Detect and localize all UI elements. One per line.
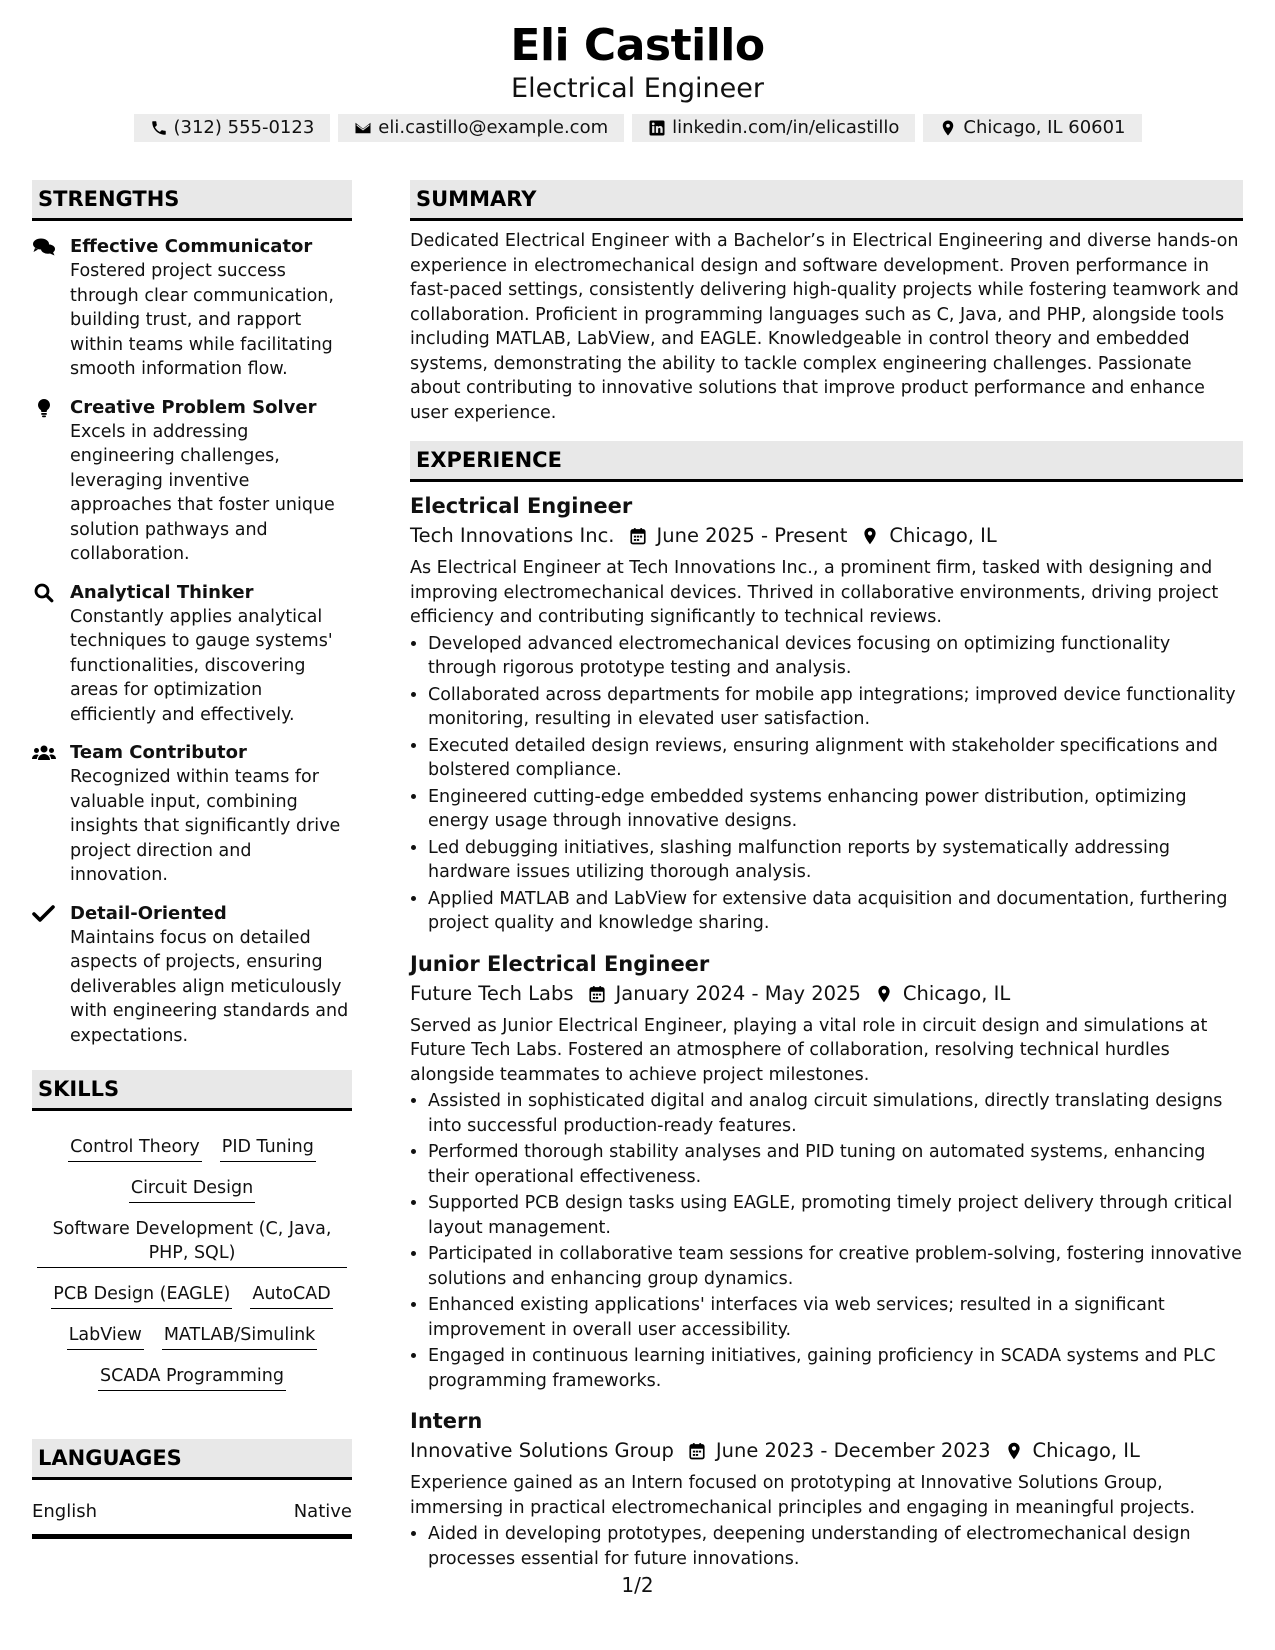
- linkedin-icon: [648, 119, 666, 137]
- strength-title: Effective Communicator: [70, 236, 313, 257]
- map-pin-icon: [939, 119, 957, 137]
- job-company: Innovative Solutions Group: [410, 1439, 674, 1462]
- languages-heading: LANGUAGES: [32, 1439, 352, 1480]
- strength-desc: Constantly applies analytical techniques to gauge systems' functionalities, discovering areas for optimization efficiently and effectively.: [70, 606, 333, 725]
- candidate-name: Eli Castillo: [510, 20, 765, 71]
- map-pin-icon: [861, 527, 879, 545]
- job-bullet: • Applied MATLAB and LabView for extensive data acquisition and documentation, furthering project quality and knowledge sharing.: [428, 887, 1243, 936]
- job-bullet: • Developed advanced electromechanical devices focusing on optimizing functionality through rigorous prototype testing and analysis.: [428, 632, 1243, 681]
- contact-phone[interactable]: [134, 114, 331, 142]
- experience-heading: EXPERIENCE: [410, 441, 1243, 482]
- skill-tag: PID Tuning: [220, 1133, 316, 1162]
- job-meta: [410, 1437, 1243, 1465]
- page-number: 1/2: [621, 1573, 654, 1597]
- strength-item: [32, 581, 352, 728]
- job-description: Served as Junior Electrical Engineer, playing a vital role in circuit design and simulations at Future Tech Labs. Fostered an atmosphere of collaboration, resolving technical hurdles alongside teammates to achieve project milestones.: [410, 1015, 1208, 1085]
- strength-title: Team Contributor: [70, 742, 247, 763]
- strength-desc: Fostered project success through clear communication, building trust, and rapport within teams while facilitating smooth information flow.: [70, 261, 334, 379]
- phone-icon: [150, 119, 168, 137]
- contact-bar: [0, 114, 1275, 142]
- skills-heading: SKILLS: [32, 1070, 352, 1111]
- job-bullets: [410, 632, 1243, 936]
- contact-linkedin-text: linkedin.com/in/elicastillo: [672, 117, 900, 138]
- strength-item: [32, 235, 352, 382]
- left-column: [32, 180, 352, 1539]
- job-bullets: [410, 1089, 1243, 1393]
- job-bullet: • Engaged in continuous learning initiatives, gaining proficiency in SCADA systems and PLC programming frameworks.: [428, 1344, 1243, 1393]
- job-meta: [410, 522, 1243, 550]
- strength-desc: Recognized within teams for valuable input, combining insights that significantly drive project direction and innovation.: [70, 767, 341, 885]
- language-level: Native: [293, 1501, 352, 1522]
- map-pin-icon: [875, 985, 893, 1003]
- skills-list: [32, 1111, 352, 1409]
- job-location: Chicago, IL: [902, 981, 1011, 1005]
- job-company: Future Tech Labs: [410, 981, 574, 1005]
- map-pin-icon: [1005, 1442, 1023, 1460]
- language-name: English: [32, 1501, 97, 1522]
- skill-tag: Control Theory: [68, 1133, 202, 1162]
- job-bullet: • Participated in collaborative team sessions for creative problem-solving, fostering innovative solutions and enhancing group dynamics.: [428, 1242, 1243, 1291]
- job-bullet: • Executed detailed design reviews, ensuring alignment with stakeholder specifications and bolstered compliance.: [428, 734, 1243, 783]
- skill-tag: PCB Design (EAGLE): [51, 1280, 232, 1309]
- job-bullet: • Enhanced existing applications' interfaces via web services; resulted in a significant improvement in overall user accessibility.: [428, 1293, 1243, 1342]
- job-bullet: • Assisted in sophisticated digital and analog circuit simulations, directly translating designs into successful production-ready features.: [428, 1089, 1243, 1138]
- skill-tag: LabView: [67, 1321, 144, 1350]
- job-bullet: • Supported PCB design tasks using EAGLE, promoting timely project delivery through critical layout management.: [428, 1191, 1243, 1240]
- job-description: As Electrical Engineer at Tech Innovations Inc., a prominent firm, tasked with designing and improving electromechanical devices. Thrived in collaborative environments, driving project efficiency and contributing significantly to technical reviews.: [410, 558, 1219, 627]
- job-bullet: • Performed thorough stability analyses and PID tuning on automated systems, enhancing their operational effectiveness.: [428, 1140, 1243, 1189]
- lightbulb-icon: [32, 398, 56, 418]
- job-title: Intern: [410, 1409, 483, 1433]
- strength-item: [32, 902, 352, 1049]
- contact-email[interactable]: [338, 114, 624, 142]
- strength-title: Creative Problem Solver: [70, 396, 317, 418]
- job-dates: June 2025 - Present: [656, 524, 848, 547]
- skill-tag: SCADA Programming: [98, 1362, 286, 1391]
- contact-phone-text: (312) 555-0123: [173, 117, 315, 138]
- job-bullet: • Led debugging initiatives, slashing malfunction reports by systematically addressing hardware issues utilizing thorough analysis.: [428, 836, 1243, 885]
- job-bullet: • Collaborated across departments for mobile app integrations; improved device functionality monitoring, resulting in elevated user satisfaction.: [428, 683, 1243, 732]
- summary-text: Dedicated Electrical Engineer with a Bachelor’s in Electrical Engineering and diverse hands-on experience in electromechanical design and software development. Proven performance in fast-paced settings, consistently delivering high-quality projects while fostering teamwork and collaboration. Proficient in programming languages such as C, Java, and PHP, alongside tools including MATLAB, LabView, and EAGLE. Knowledgeable in control theory and embedded systems, demonstrating the ability to tackle complex engineering challenges. Passionate about contributing to innovative solutions that improve product performance and enhance user experience.: [410, 231, 1239, 423]
- contact-location-text: Chicago, IL 60601: [963, 117, 1126, 138]
- contact-email-text: eli.castillo@example.com: [378, 117, 609, 138]
- job-title: Electrical Engineer: [410, 494, 633, 518]
- job-description: Experience gained as an Intern focused on prototyping at Innovative Solutions Group, immersing in practical electromechanical principles and engaging in meaningful projects.: [410, 1473, 1196, 1518]
- skill-tag: Circuit Design: [129, 1174, 255, 1203]
- resume-header: [0, 20, 1275, 142]
- job-company: Tech Innovations Inc.: [410, 524, 615, 547]
- envelope-icon: [354, 119, 372, 137]
- comments-icon: [32, 237, 56, 257]
- calendar-icon: [629, 527, 647, 545]
- candidate-role: Electrical Engineer: [511, 73, 764, 104]
- job-entry: [410, 492, 1243, 936]
- skill-tag: MATLAB/Simulink: [162, 1321, 317, 1350]
- strength-desc: Maintains focus on detailed aspects of projects, ensuring deliverables align meticulously with engineering standards and expectations.: [70, 927, 349, 1046]
- job-bullets: [410, 1522, 1243, 1571]
- strength-desc: Excels in addressing engineering challenges, leveraging inventive approaches that foster unique solution pathways and collaboration.: [70, 421, 335, 564]
- calendar-icon: [688, 1442, 706, 1460]
- right-column: [410, 180, 1243, 1573]
- job-dates: January 2024 - May 2025: [615, 981, 861, 1005]
- skill-tag: Software Development (C, Java, PHP, SQL): [37, 1215, 347, 1268]
- users-icon: [32, 743, 56, 763]
- job-location: Chicago, IL: [1032, 1439, 1140, 1462]
- calendar-icon: [588, 985, 606, 1003]
- job-entry: [410, 950, 1243, 1394]
- job-location: Chicago, IL: [889, 524, 997, 547]
- language-row: [32, 1500, 352, 1539]
- job-title: Junior Electrical Engineer: [410, 951, 710, 976]
- strength-title: Detail-Oriented: [70, 902, 227, 924]
- magnifier-icon: [32, 583, 56, 603]
- job-meta: [410, 980, 1243, 1008]
- strengths-heading: STRENGTHS: [32, 180, 352, 221]
- strength-title: Analytical Thinker: [70, 581, 254, 603]
- contact-location: [923, 114, 1141, 142]
- job-bullet: • Engineered cutting-edge embedded systems enhancing power distribution, optimizing energy usage through innovative designs.: [428, 785, 1243, 834]
- summary-heading: SUMMARY: [410, 180, 1243, 221]
- job-entry: [410, 1407, 1243, 1571]
- strength-item: [32, 741, 352, 888]
- job-dates: June 2023 - December 2023: [715, 1439, 991, 1462]
- job-bullet: • Aided in developing prototypes, deepening understanding of electromechanical design processes essential for future innovations.: [428, 1522, 1243, 1571]
- strength-item: [32, 396, 352, 567]
- skill-tag: AutoCAD: [250, 1280, 332, 1309]
- checkmark-icon: [32, 904, 56, 924]
- contact-linkedin[interactable]: [632, 114, 915, 142]
